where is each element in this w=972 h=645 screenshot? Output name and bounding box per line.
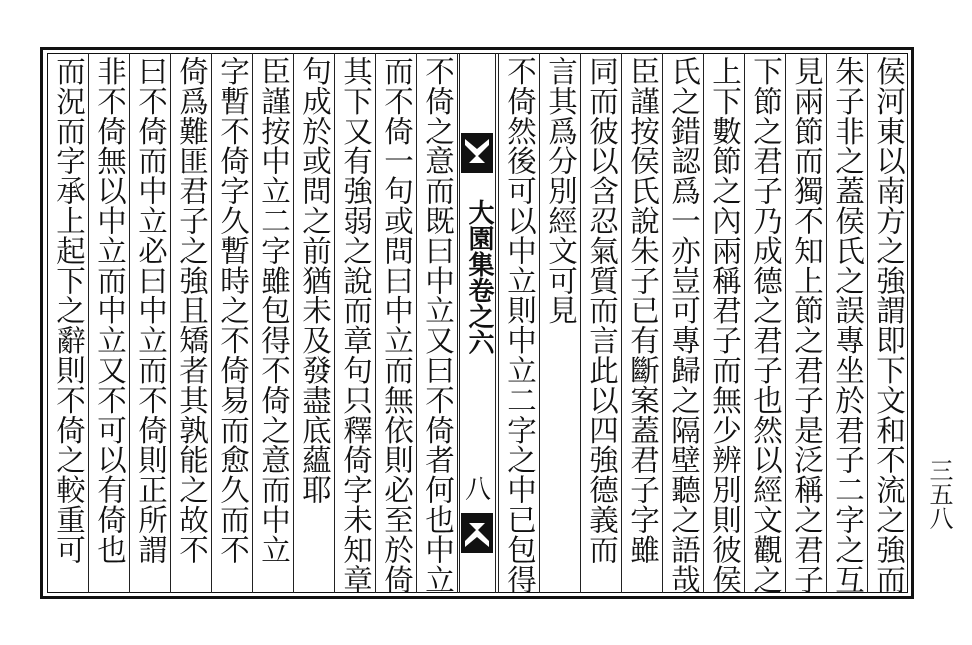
text-column: 見兩節而獨不知上節之君子是泛稱之君子 bbox=[790, 56, 824, 595]
text-column: 侯河東以南方之強謂即下文和不流之強而 bbox=[872, 56, 906, 595]
column-rule bbox=[703, 53, 704, 593]
text-column: 臣謹按侯氏說朱子已有斷案蓋君子字雖 bbox=[626, 56, 660, 565]
text-column: 非不倚無以中立而中立又不可以有倚也 bbox=[93, 56, 127, 565]
text-column: 朱子非之蓋侯氏之誤專坐於君子二字之互 bbox=[831, 56, 865, 595]
text-column: 而況而字承上起下之辭則不倚之較重可 bbox=[52, 56, 86, 565]
column-rule bbox=[457, 53, 458, 593]
column-rule bbox=[744, 53, 745, 593]
text-column: 不倚之意而既曰中立又曰不倚者何也中立 bbox=[421, 56, 455, 595]
text-column: 字暫不倚字久暫時之不倚易而愈久而不 bbox=[216, 56, 250, 565]
center-fold bbox=[459, 53, 495, 593]
text-column: 言其爲分別經文可見 bbox=[544, 56, 578, 326]
text-column: 句成於或問之前猶未及發盡底蘊耶 bbox=[298, 56, 332, 505]
column-rule bbox=[785, 53, 786, 593]
leaf-number: 八 bbox=[465, 475, 492, 505]
upper-fishtail-icon bbox=[461, 133, 493, 173]
text-column: 同而彼以含忍氣質而言此以四強德義而 bbox=[585, 56, 619, 565]
column-rule bbox=[539, 53, 540, 593]
text-column: 不倚然後可以中立則中立二字之中已包得 bbox=[503, 56, 537, 595]
page-number: 三五八 bbox=[925, 458, 953, 530]
lower-fishtail-icon bbox=[461, 513, 493, 553]
text-column: 臣謹按中立二字雖包得不倚之意而中立 bbox=[257, 56, 291, 565]
column-rule bbox=[88, 53, 89, 593]
book-title: 大園集卷之六 bbox=[464, 199, 494, 355]
column-rule bbox=[129, 53, 130, 593]
text-column: 曰不倚而中立必曰中立而不倚則正所謂 bbox=[134, 56, 168, 565]
column-rule bbox=[375, 53, 376, 593]
column-rule bbox=[293, 53, 294, 593]
column-rule bbox=[662, 53, 663, 593]
column-rule bbox=[334, 53, 335, 593]
text-column: 其下又有強弱之說而章句只釋倚字未知章 bbox=[339, 56, 373, 595]
column-rule bbox=[498, 53, 499, 593]
column-rule bbox=[170, 53, 171, 593]
text-column: 氏之錯認爲一亦豈可專歸之隔壁聽之語哉 bbox=[667, 56, 701, 595]
text-column: 而不倚一句或問曰中立而無依則必至於倚 bbox=[380, 56, 414, 595]
text-column: 上下數節之內兩稱君子而無少辨別則彼侯 bbox=[708, 56, 742, 595]
text-column: 下節之君子乃成德之君子也然以經文觀之 bbox=[749, 56, 783, 595]
column-rule bbox=[826, 53, 827, 593]
column-rule bbox=[580, 53, 581, 593]
column-rule bbox=[211, 53, 212, 593]
column-rule bbox=[495, 53, 496, 593]
text-column: 倚爲難匪君子之強且矯者其孰能之故不 bbox=[175, 56, 209, 565]
column-rule bbox=[416, 53, 417, 593]
column-rule bbox=[252, 53, 253, 593]
column-rule bbox=[621, 53, 622, 593]
column-rule bbox=[867, 53, 868, 593]
